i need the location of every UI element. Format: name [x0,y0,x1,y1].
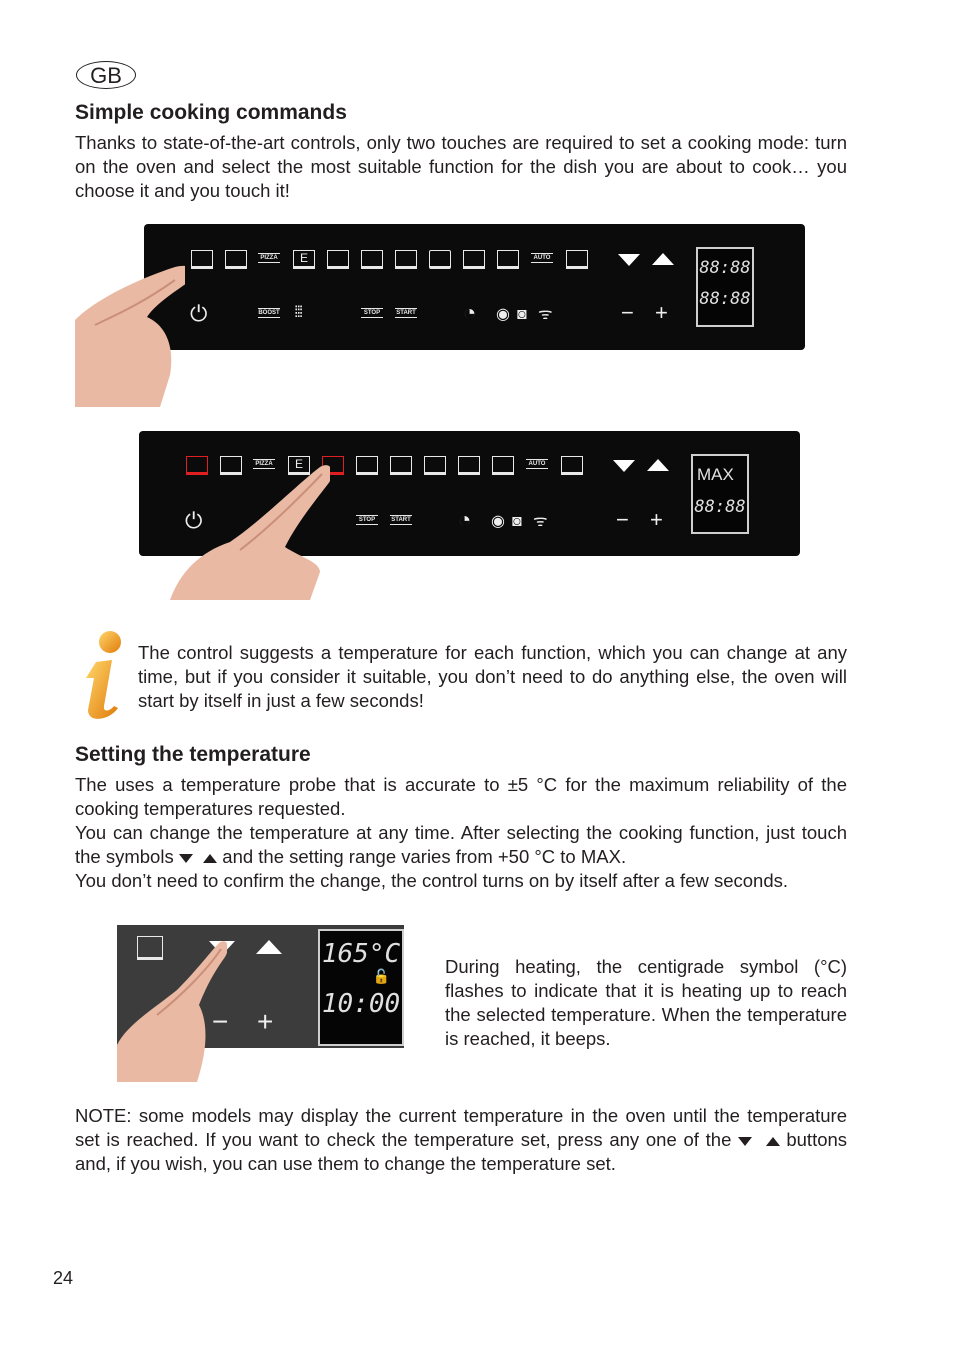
pizza-button[interactable]: PIZZA [258,253,280,263]
lock-icon: 🔓 [372,969,390,985]
minus-button[interactable]: − [212,1006,229,1037]
power-icon[interactable]: ⏻ [190,301,208,326]
note-paragraph [75,1104,847,1176]
stop-round-icon[interactable]: ◙ [512,513,522,530]
temp-up-button[interactable] [652,253,674,265]
up-arrow-icon [203,854,217,863]
top-heat-icon[interactable] [327,250,349,269]
note-text-b: buttons and, if you wish, you can use them to change the temperature set. [75,1129,848,1174]
fan-icon[interactable] [429,250,451,269]
commands-paragraph: Thanks to state-of-the-art controls, only two touches are required to set a cooking mode: turn on the oven and select the most suitable function for the dish you are about to cook… you choose it and you touch it! [75,132,847,201]
child-lock-icon[interactable]: ◉ [491,513,505,530]
temp-up-button[interactable] [256,940,282,954]
display-bottom-readout: 88:88 [699,289,751,309]
stop-square-icon[interactable] [561,456,583,475]
section-title-commands: Simple cooking commands [75,101,347,124]
info-icon [76,628,128,724]
closeup-display [318,929,404,1046]
start-button[interactable]: START [391,517,411,523]
fan-icon[interactable] [424,456,446,475]
stop-square-icon[interactable] [566,250,588,269]
section-title-temperature: Setting the temperature [75,743,311,766]
auto-button[interactable]: AUTO [531,253,553,263]
static-oven-icon[interactable] [225,250,247,269]
auto-button[interactable]: AUTO [526,459,548,469]
control-panel-1 [144,224,805,350]
grill-fan-icon[interactable] [356,456,378,475]
stop-button[interactable]: STOP [356,515,378,525]
temp-down-button[interactable] [613,460,635,472]
info-paragraph: The control suggests a temperature for each function, which you can change at any time, but if you consider it suitable, you don’t need to do anything else, the oven will start by itself in just a few seconds! [138,642,847,711]
temperature-readout: 165°C [321,939,401,969]
grill-light-icon[interactable] [191,250,213,269]
down-arrow-icon [179,854,193,863]
minus-button[interactable]: − [621,300,634,325]
language-badge: GB [76,61,136,89]
grill-fan-icon[interactable] [361,250,383,269]
fan-ring-icon[interactable] [463,250,485,269]
page-number: 24 [53,1268,74,1288]
minus-button[interactable]: − [616,507,629,532]
hand-illustration [170,462,330,600]
power-icon[interactable]: ⏻ [185,508,203,533]
time-readout: 10:00 [321,989,401,1019]
boost-button[interactable]: BOOST [258,310,280,316]
plus-button[interactable]: + [650,507,663,532]
stop-button[interactable]: STOP [361,308,383,318]
temperature-paragraph: The uses a temperature probe that is accurate to ±5 °C for the maximum reliability of the cooking temperatures requested. You can change the temperature at any time. After selecting the cooking function, just touch the symbols and the setting range varies from +50 °C to MAX. You don’t need to confirm the change, the control turns on by itself after a few seconds. [75,774,847,891]
wifi-icon[interactable]: ᯤ [538,306,553,323]
child-lock-icon[interactable]: ◉ [496,306,510,323]
temp-text-b: and the setting range varies from +50 °C to MAX. [222,846,627,867]
plus-button[interactable]: + [257,1006,274,1037]
temp-text-a: You can change the temperature at any time. After selecting the cooking function, just touch the symbols [75,822,847,867]
wifi-icon[interactable]: ᯤ [533,513,548,530]
pizza-button[interactable]: PIZZA [253,459,275,469]
fan-ring-icon[interactable] [458,456,480,475]
eco-button[interactable]: E [288,456,310,475]
up-arrow-icon [766,1137,780,1146]
display-top-readout: 88:88 [699,258,751,278]
start-button[interactable]: START [396,310,416,316]
temp-up-button[interactable] [647,459,669,471]
defrost-icon[interactable] [492,456,514,475]
eco-button[interactable]: E [293,250,315,269]
display-panel-1 [696,247,754,327]
temp-down-button[interactable] [618,254,640,266]
bottom-fan-icon[interactable] [395,250,417,269]
dots-icon[interactable]: ⁞⁞⁞ [294,304,302,321]
plus-button[interactable]: + [655,300,668,325]
timer-icon[interactable]: ◔ [463,300,477,325]
timer-icon[interactable]: ◔ [458,507,472,532]
bottom-fan-icon[interactable] [390,456,412,475]
hand-illustration [75,245,185,407]
stop-round-icon[interactable]: ◙ [517,306,527,323]
heating-paragraph: During heating, the centigrade symbol (°C) flashes to indicate that it is heating up to reach the selected temperature. When the temperature is reached, it beeps. [445,956,847,1049]
note-text-a: NOTE: some models may display the current temperature in the oven until the temperature set is reached. If you want to check the temperature set, press any one of the [75,1105,847,1150]
down-arrow-icon [738,1137,752,1146]
display-panel-2 [691,454,749,534]
hand-illustration [117,935,227,1082]
display-max-readout: MAX [697,465,734,484]
display-bottom-readout: 88:88 [694,497,746,517]
defrost-icon[interactable] [497,250,519,269]
